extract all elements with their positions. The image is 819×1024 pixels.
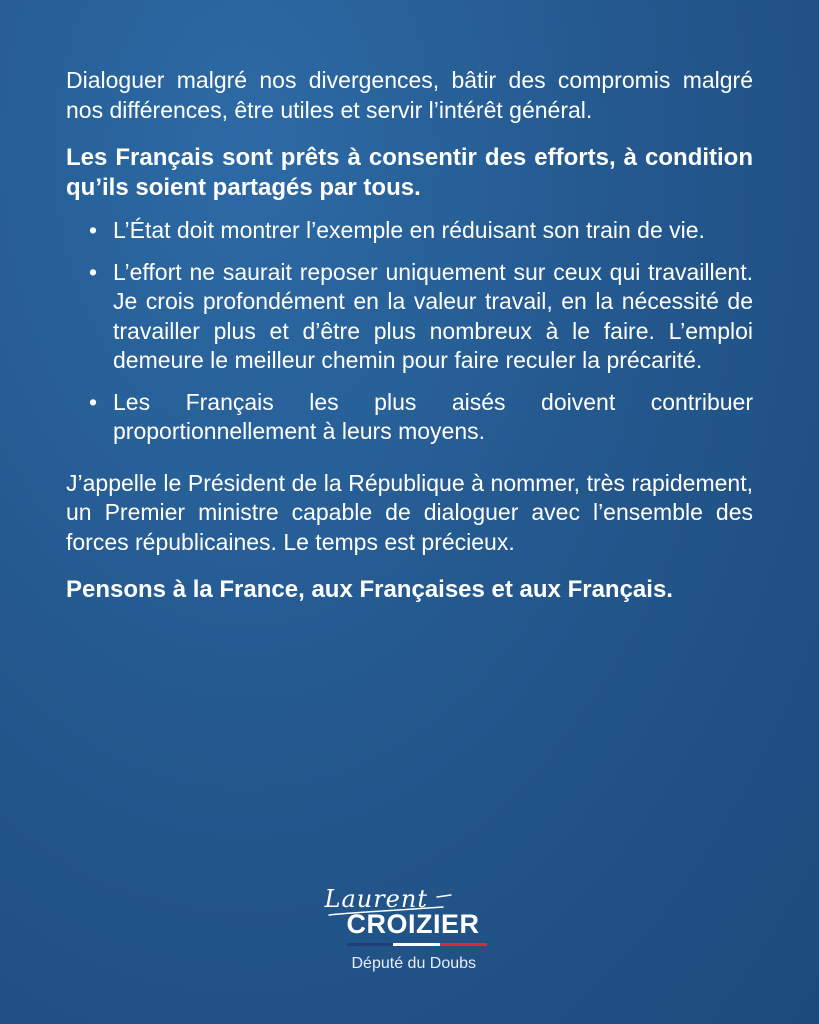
efforts-heading: Les Français sont prêts à consentir des efforts, à condition qu’ils soient partagés par tous. bbox=[66, 144, 753, 201]
signature-first-name: Laurent bbox=[324, 885, 428, 913]
intro-paragraph: Dialoguer malgré nos divergences, bâtir des compromis malgré nos différences, être utiles et servir l’intérêt général. bbox=[66, 67, 753, 123]
signature-logo bbox=[0, 885, 819, 977]
list-item bbox=[89, 258, 753, 376]
bullet-icon: • bbox=[89, 217, 98, 243]
bullet-list bbox=[66, 216, 753, 447]
tricolor-white bbox=[393, 943, 440, 946]
list-item bbox=[89, 388, 753, 447]
tricolor-red bbox=[440, 943, 487, 946]
statement-text bbox=[66, 66, 753, 605]
signature-surname: CROIZIER bbox=[346, 909, 480, 939]
bullet-icon: • bbox=[89, 388, 98, 415]
bullet-text: L’État doit montrer l’exemple en réduisant son train de vie. bbox=[113, 217, 705, 243]
bullet-text: Les Français les plus aisés doivent contribuer proportionnellement à leurs moyens. bbox=[113, 388, 753, 444]
tricolor-stripe bbox=[347, 943, 487, 946]
tricolor-blue bbox=[347, 943, 394, 946]
appeal-paragraph: J’appelle le Président de la République à nommer, très rapidement, un Premier ministre capable de dialoguer avec l’ensemble des forces républicaines. Le temps est précieux. bbox=[66, 469, 753, 555]
bullet-icon: • bbox=[89, 258, 98, 285]
closing-statement: Pensons à la France, aux Françaises et aux Français. bbox=[66, 576, 673, 603]
role-caption: Député du Doubs bbox=[351, 955, 477, 972]
bullet-text: L’effort ne saurait reposer uniquement sur ceux qui travaillent. Je crois profondément en la valeur travail, en la nécessité de travailler plus et d’être plus nombreux à le faire. L’emploi demeure le meilleur chemin pour faire reculer la précarité. bbox=[113, 258, 753, 373]
list-item bbox=[89, 216, 753, 246]
